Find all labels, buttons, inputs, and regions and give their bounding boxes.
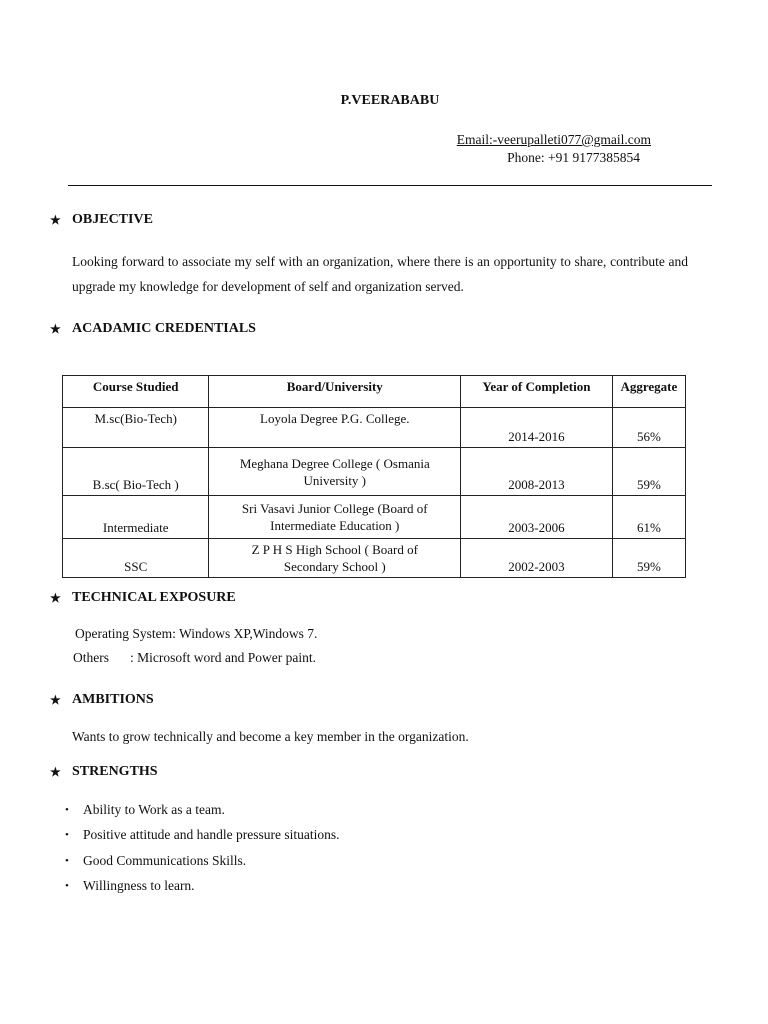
list-item-text: Positive attitude and handle pressure situations. (83, 827, 340, 843)
star-icon: ★ (50, 590, 61, 605)
section-heading-technical (50, 590, 236, 606)
table-header-row (63, 376, 686, 408)
column-header: Aggregate (612, 376, 685, 408)
cell-aggregate: 59% (612, 448, 685, 496)
section-title: ACADAMIC CREDENTIALS (72, 321, 256, 336)
bullet-icon: • (65, 803, 69, 816)
strengths-list (62, 797, 339, 899)
cell-course: B.sc( Bio-Tech ) (63, 448, 209, 496)
section-heading-strengths (50, 764, 158, 780)
phone-number: Phone: +91 9177385854 (507, 150, 640, 165)
bullet-icon: • (65, 854, 69, 867)
section-heading-credentials (50, 321, 256, 337)
column-header: Board/University (209, 376, 461, 408)
ambitions-text: Wants to grow technically and become a key member in the organization. (72, 729, 469, 744)
objective-text: Looking forward to associate my self with an organization, where there is an opportunity to share, contribute and upgrade my knowledge for development of self and organization served. (72, 254, 688, 294)
cell-aggregate: 56% (612, 408, 685, 448)
section-heading-ambitions (50, 692, 154, 708)
list-item (62, 823, 339, 849)
cell-board: Loyola Degree P.G. College. (209, 408, 461, 448)
table-row (63, 408, 686, 448)
candidate-name: P.VEERABABU (340, 93, 440, 108)
section-title: STRENGTHS (72, 764, 158, 779)
bullet-icon: • (65, 829, 69, 842)
others-line (73, 649, 316, 667)
star-icon: ★ (50, 692, 61, 707)
section-heading-objective (50, 212, 153, 228)
list-item (62, 874, 339, 900)
cell-course: Intermediate (63, 496, 209, 539)
column-header: Year of Completion (461, 376, 613, 408)
section-title: TECHNICAL EXPOSURE (72, 590, 236, 605)
table-row (63, 448, 686, 496)
column-header: Course Studied (63, 376, 209, 408)
star-icon: ★ (50, 321, 61, 336)
cell-aggregate: 61% (612, 496, 685, 539)
table-row (63, 496, 686, 539)
contact-block (457, 131, 651, 167)
cell-year: 2002-2003 (461, 539, 613, 578)
section-title: AMBITIONS (72, 692, 154, 707)
email-link[interactable]: Email:-veerupalleti077@gmail.com (456, 132, 651, 147)
table-row (63, 539, 686, 578)
list-item-text: Willingness to learn. (83, 878, 195, 894)
bullet-icon: • (65, 880, 69, 893)
list-item-text: Ability to Work as a team. (83, 801, 225, 817)
others-value: : Microsoft word and Power paint. (130, 650, 316, 665)
star-icon: ★ (50, 212, 61, 227)
header-divider (68, 185, 712, 186)
cell-board: Sri Vasavi Junior College (Board of Intermediate Education ) (209, 496, 461, 539)
list-item (62, 797, 339, 823)
cell-course: M.sc(Bio-Tech) (63, 408, 209, 448)
section-title: OBJECTIVE (72, 212, 153, 227)
cell-aggregate: 59% (612, 539, 685, 578)
cell-year: 2008-2013 (461, 448, 613, 496)
os-line: Operating System: Windows XP,Windows 7. (75, 626, 318, 641)
cell-board: Meghana Degree College ( Osmania University ) (209, 448, 461, 496)
star-icon: ★ (50, 764, 61, 779)
list-item (62, 848, 339, 874)
cell-year: 2003-2006 (461, 496, 613, 539)
cell-year: 2014-2016 (461, 408, 613, 448)
credentials-table (62, 375, 686, 578)
cell-board: Z P H S High School ( Board of Secondary School ) (209, 539, 461, 578)
cell-course: SSC (63, 539, 209, 578)
list-item-text: Good Communications Skills. (83, 852, 247, 868)
others-label: Others (73, 650, 109, 665)
